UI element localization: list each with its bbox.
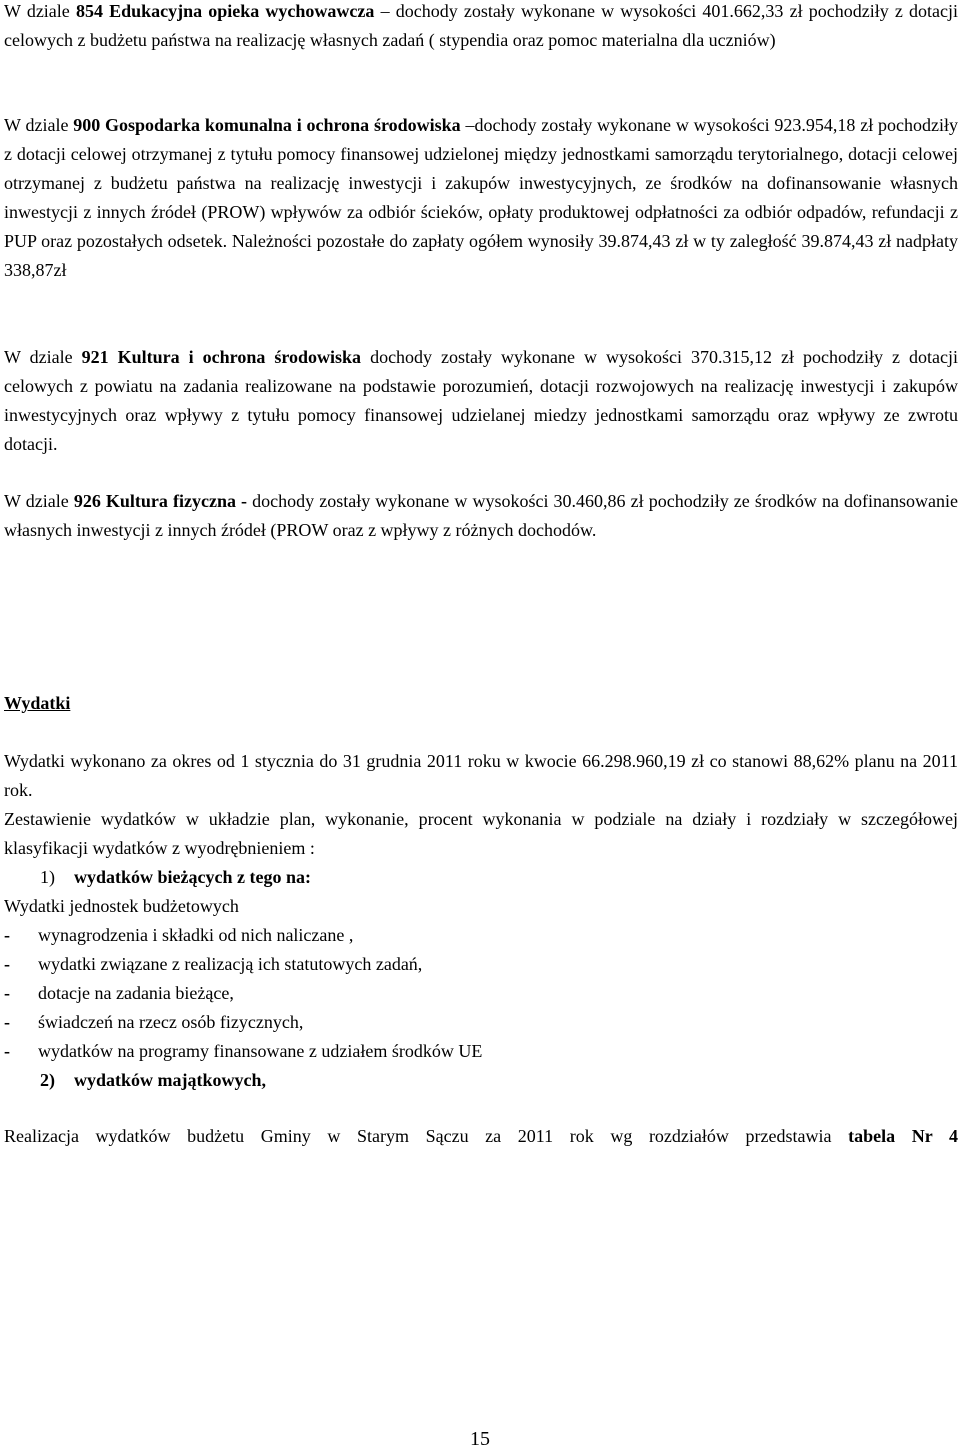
section-926-name: 926 Kultura fizyczna - — [73, 491, 248, 511]
section-854-prefix: W dziale — [4, 1, 76, 21]
page-number: 15 — [470, 1428, 490, 1450]
section-926-text: dochody zostały wykonane w wysokości 30.460,86 zł pochodziły ze środków na dofinansowanie własnych inwestycji z innych źródeł (PROW oraz z wpływy z różnych dochodów. — [4, 491, 958, 540]
item-label: wydatków bieżących z tego na: — [74, 867, 311, 887]
list-item: - świadczeń na rzecz osób fizycznych, — [4, 1012, 304, 1032]
expenses-list — [4, 863, 958, 1095]
expenses-summary: Zestawienie wydatków w układzie plan, wykonanie, procent wykonania w podziale na działy i rozdziały w szczegółowej klasyfikacji wydatków z wyodrębnieniem : — [4, 809, 958, 858]
list-item: - dotacje na zadania bieżące, — [4, 983, 234, 1003]
paragraph-section-921 — [4, 343, 958, 459]
item-label: wydatków majątkowych, — [74, 1070, 267, 1090]
section-900-text: –dochody zostały wykonane w wysokości 923.954,18 zł pochodziły z dotacji celowej otrzymanej z tytułu pomocy finansowej udzielonej między jednostkami samorządu terytorialnego, dotacji celowej otrzymanej z budżetu państwa na realizację inwestycji i zakupów inwestycyjnych, ze środków na dofinansowanie własnych inwestycji z innych źródeł (PROW) wpływów za odbiór ścieków, opłaty produktowej odpłatności za odbiór odpadów, refundacji z PUP oraz pozostałych odsetek. Należności pozostałe do zapłaty ogółem wynosiły 39.874,43 zł w ty zaległość 39.874,43 zł nadpłaty 338,87zł — [4, 115, 958, 280]
paragraph-section-926 — [4, 487, 958, 545]
section-854-text: – dochody zostały wykonane w wysokości 401.662,33 zł pochodziły z dotacji celowych z budżetu państwa na realizację własnych zadań ( stypendia oraz pomoc materialna dla uczniów) — [4, 1, 958, 50]
list-item-current-expenses — [4, 863, 958, 892]
item-number: 1) — [40, 867, 55, 887]
list-item: - wydatki związane z realizacją ich statutowych zadań, — [4, 954, 423, 974]
units-label: Wydatki jednostek budżetowych — [4, 896, 239, 916]
expenses-heading-wrap — [4, 689, 958, 718]
expenses-intro: Wydatki wykonano za okres od 1 stycznia do 31 grudnia 2011 roku w kwocie 66.298.960,19 zł co stanowi 88,62% planu na 2011 rok. — [4, 751, 958, 800]
table-reference: tabela Nr 4 — [848, 1126, 958, 1146]
section-926-prefix: W dziale — [4, 491, 74, 511]
paragraph-section-854 — [4, 0, 958, 55]
list-item: - wydatków na programy finansowane z udziałem środków UE — [4, 1041, 483, 1061]
section-900-name: 900 Gospodarka komunalna i ochrona środowiska — [73, 115, 461, 135]
section-854-name: 854 Edukacyjna opieka wychowawcza — [75, 1, 375, 21]
section-900-prefix: W dziale — [4, 115, 74, 135]
expenses-heading: Wydatki — [4, 693, 71, 713]
list-item-capital-expenses — [4, 1066, 958, 1095]
section-921-text: dochody zostały wykonane w wysokości 370.315,12 zł pochodziły z dotacji celowych z powiatu na zadania realizowane na podstawie porozumień, dotacji rozwojowych na realizację inwestycji i zakupów inwestycyjnych oraz wpływy z tytułu pomocy finansowej udzielanej miedzy jednostkami samorządu oraz wpływy ze zwrotu dotacji. — [4, 347, 958, 454]
footer-text: Realizacja wydatków budżetu Gminy w Starym Sączu za 2011 rok wg rozdziałów przedstawia — [4, 1126, 849, 1146]
item-number: 2) — [40, 1070, 55, 1090]
list-item: - wynagrodzenia i składki od nich naliczane , — [4, 925, 354, 945]
section-921-prefix: W dziale — [4, 347, 82, 367]
paragraph-section-900 — [4, 111, 958, 285]
footer-paragraph — [4, 1122, 958, 1151]
section-921-name: 921 Kultura i ochrona środowiska — [81, 347, 362, 367]
